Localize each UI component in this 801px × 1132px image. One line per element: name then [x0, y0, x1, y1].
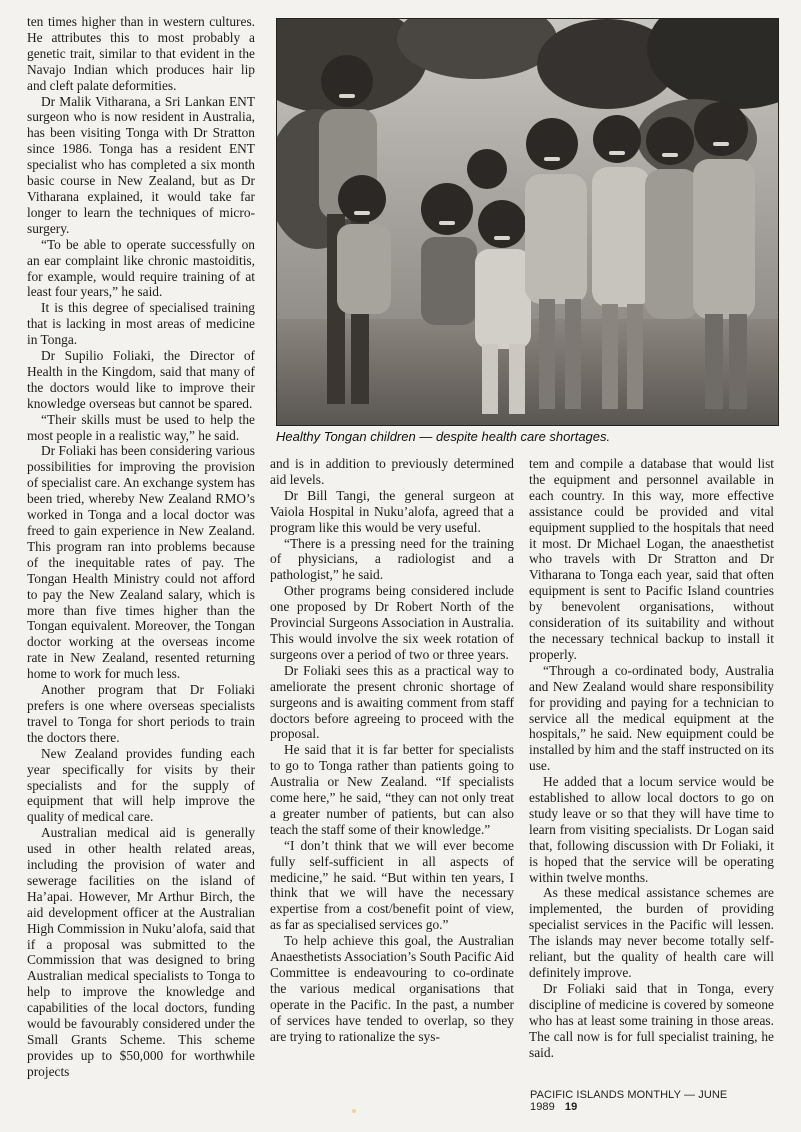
- page-footer: [530, 1089, 775, 1113]
- photo-illustration: [277, 19, 778, 425]
- article-paragraph: Another program that Dr Foliaki prefers is one where overseas specialists travel to Tonga for short periods to train the doctors there.: [27, 682, 255, 745]
- article-paragraph: “Through a co-ordinated body, Australia and New Zealand would share responsibility for providing and paying for a technician to service all the medical equipment at the hospitals,” he said. New equipment could be installed by him and the staff instructed on its use.: [529, 662, 774, 774]
- article-paragraph: He said that it is far better for specialists to go to Tonga rather than patients going to Australia or New Zealand. “If specialists come here,” he said, “they can not only treat a greater number of patients, but can also teach the staff some of their knowledge.”: [270, 742, 514, 837]
- tongan-children-photo: [276, 18, 779, 426]
- article-paragraph: and is in addition to previously determined aid levels.: [270, 456, 514, 487]
- article-paragraph: Australian medical aid is generally used in other health related areas, including the provision of water and sewerage facilities on the island of Ha’apai. However, Mr Arthur Birch, the aid development officer at the Australian High Commission in Nuku’alofa, said that if a proposal was submitted to the Commission that was designed to bring Australian medical specialists to Tonga to help to improve the knowledge and capabilities of the local doctors, funding would be favourably considered under the Small Grants Scheme. This scheme provides up to $50,000 for worthwhile projects: [27, 825, 255, 1079]
- article-paragraph: Dr Foliaki has been considering various possibilities for improving the provision of specialist care. An exchange system has been tried, whereby New Zealand RMO’s worked in Tonga and a local doctor was freed to gain experience in New Zealand. This program ran into problems because of the inequitable rates of pay. The Tongan Health Ministry could not afford to pay the New Zealand salary, which is more than five times higher than the Tongan equivalent. Moreover, the Tongan doctor working at the overseas income rate in New Zealand, resented returning home to work for much less.: [27, 443, 255, 682]
- article-paragraph: It is this degree of specialised training that is lacking in most areas of medicine in Tonga.: [27, 300, 255, 348]
- article-paragraph: Dr Supilio Foliaki, the Director of Health in the Kingdom, said that many of the doctors would like to improve their knowledge overseas but cannot be spared.: [27, 348, 255, 411]
- article-paragraph: tem and compile a database that would list the equipment and personnel available in each country. In this way, more effective assistance could be provided and vital equipment supplied to the hospitals that need it most. Dr Michael Logan, the anaesthetist who travels with Dr Stratton and Dr Vitharana to Tonga each year, said that often equipment is sent to Pacific Island countries by benevolent organisations, without consideration of its suitability and without the necessary technical backup to install it properly.: [529, 456, 774, 662]
- article-paragraph: ten times higher than in western cultures. He attributes this to most probably a genetic trait, similar to that evident in the Navajo Indian which produces hair lip and cleft palate deformities.: [27, 14, 255, 93]
- article-paragraph: As these medical assistance schemes are implemented, the burden of providing specialist services in the Pacific will lessen. The islands may never become totally self-reliant, but the quality of health care will definitely improve.: [529, 885, 774, 980]
- article-paragraph: Dr Bill Tangi, the general surgeon at Vaiola Hospital in Nuku’alofa, agreed that a program like this would be very useful.: [270, 487, 514, 535]
- article-paragraph: Other programs being considered include one proposed by Dr Robert North of the Provincial Surgeons Association in Australia. This would involve the six week rotation of surgeons over a period of two or three years.: [270, 583, 514, 662]
- article-paragraph: To help achieve this goal, the Australian Anaesthetists Association’s South Pacific Aid Committee is endeavouring to co-ordinate the various medical organisations that operate in the Pacific. In the past, a number of services have tended to overlap, so they are trying to rationalize the sys-: [270, 933, 514, 1044]
- article-paragraph: Dr Malik Vitharana, a Sri Lankan ENT surgeon who is now resident in Australia, has been visiting Tonga with Dr Stratton since 1986. Tonga has a resident ENT specialist who has completed a six month basic course in New Zealand, but as Dr Vitharana explained, it would take far longer to learn the techniques of micro-surgery.: [27, 93, 255, 236]
- article-column-right: [529, 456, 774, 1060]
- article-paragraph: “There is a pressing need for the training of physicians, a radiologist and a pathologist,” he said.: [270, 535, 514, 583]
- article-paragraph: “Their skills must be used to help the most people in a realistic way,” he said.: [27, 411, 255, 443]
- article-column-middle: [270, 456, 514, 1045]
- decorative-dot: [352, 1109, 356, 1113]
- article-paragraph: New Zealand provides funding each year specifically for visits by their specialists and for the supply of equipment that will help improve the quality of medical care.: [27, 745, 255, 825]
- article-column-left: [27, 14, 255, 1080]
- article-paragraph: Dr Foliaki sees this as a practical way to ameliorate the present chronic shortage of surgeons and is awaiting comment from staff doctors before agreeing to proceed with the proposal.: [270, 662, 514, 742]
- article-paragraph: “I don’t think that we will ever become fully self-sufficient in all aspects of medicine,” he said. “But within ten years, I think that we will have the necessary expertise from a cost/benefit point of view, as far as specialised services go.”: [270, 837, 514, 933]
- photo-caption: Healthy Tongan children — despite health care shortages.: [276, 429, 611, 444]
- article-paragraph: “To be able to operate successfully on an ear complaint like chronic mastoiditis, for example, would require training of at least four years,” he said.: [27, 236, 255, 300]
- article-paragraph: Dr Foliaki said that in Tonga, every discipline of medicine is covered by someone who has at least some training in those areas. The call now is for full specialist training, he said.: [529, 980, 774, 1060]
- publication-line: PACIFIC ISLANDS MONTHLY — JUNE 1989: [530, 1089, 728, 1113]
- article-paragraph: He added that a locum service would be established to allow local doctors to go on study leave or so that they will have time to learn from visiting specialists. Dr Logan said that, following discussion with Dr Foliaki, it is hoped that the service will be operating within twelve months.: [529, 774, 774, 885]
- page-number: 19: [564, 1101, 578, 1113]
